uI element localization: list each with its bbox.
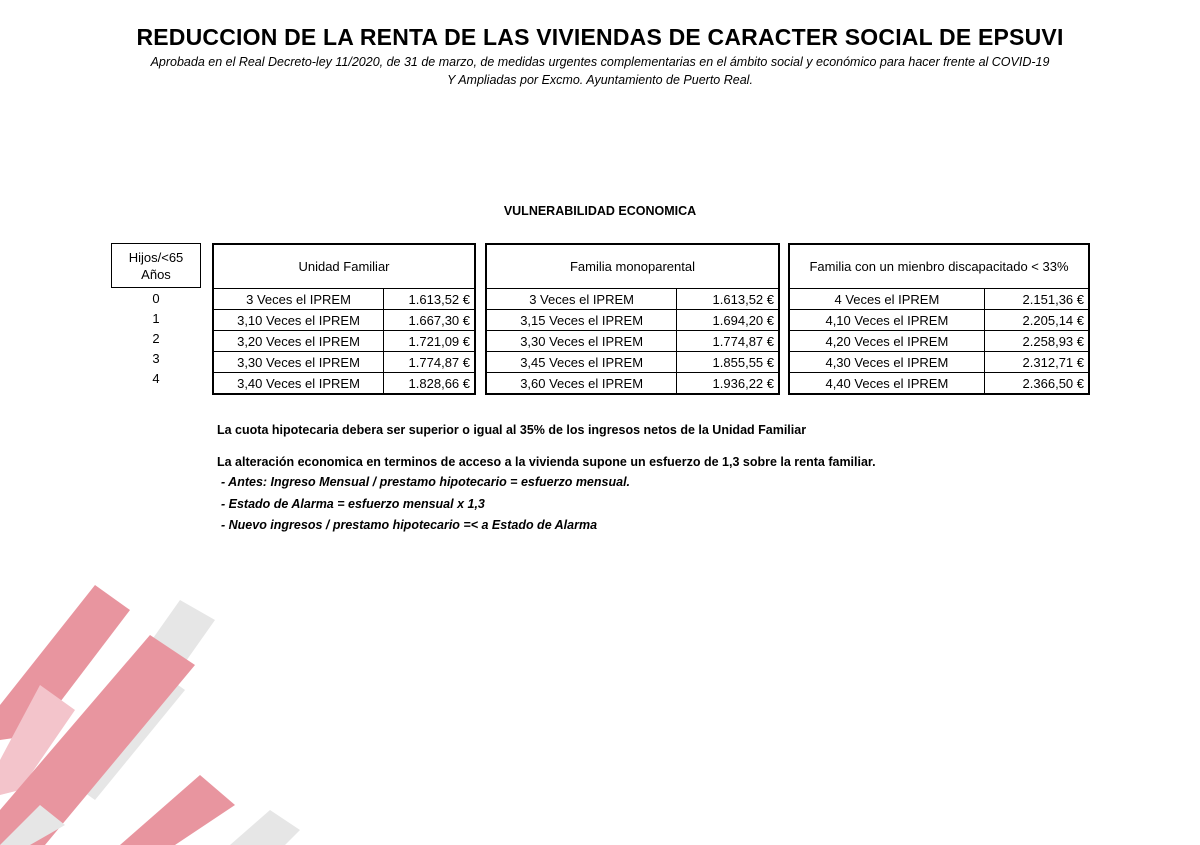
amount-value: 2.151,36 € (984, 289, 1089, 310)
table-familia-monoparental (485, 243, 780, 395)
table-familia-discapacitado (788, 243, 1090, 395)
amount-value: 2.366,50 € (984, 373, 1089, 395)
note-bullet-nuevo-ingresos: - Nuevo ingresos / prestamo hipotecario =< a Estado de Alarma (221, 518, 598, 532)
table-row (789, 373, 1089, 395)
iprem-label: 3,60 Veces el IPREM (486, 373, 677, 395)
iprem-label: 3,45 Veces el IPREM (486, 352, 677, 373)
hijos-header (112, 244, 201, 288)
stripe-grey-bottom (230, 810, 300, 845)
amount-value: 2.258,93 € (984, 331, 1089, 352)
hijos-row: 4 (152, 370, 160, 386)
note-alteracion-economica: La alteración economica en terminos de acceso a la vivienda supone un esfuerzo de 1,3 sobre la renta familiar. (217, 455, 876, 469)
iprem-label: 3,10 Veces el IPREM (213, 310, 384, 331)
table-unidad-familiar (212, 243, 476, 395)
table-row (789, 331, 1089, 352)
note-cuota-hipotecaria: La cuota hipotecaria debera ser superior o igual al 35% de los ingresos netos de la Unidad Familiar (217, 423, 807, 437)
amount-value: 1.613,52 € (677, 289, 779, 310)
iprem-label: 3,30 Veces el IPREM (486, 331, 677, 352)
amount-value: 1.855,55 € (677, 352, 779, 373)
table-row (213, 373, 475, 395)
stripe-red-bottom (120, 775, 235, 845)
subtitle-ayuntamiento: Y Ampliadas por Excmo. Ayuntamiento de Puerto Real. (447, 73, 753, 87)
iprem-label: 3,20 Veces el IPREM (213, 331, 384, 352)
table-row (486, 331, 779, 352)
iprem-label: 4,30 Veces el IPREM (789, 352, 984, 373)
amount-value: 1.613,52 € (384, 289, 475, 310)
iprem-label: 3,30 Veces el IPREM (213, 352, 384, 373)
amount-value: 1.774,87 € (677, 331, 779, 352)
hijos-row: 1 (152, 310, 160, 326)
table-row (789, 289, 1089, 310)
note-bullet-antes: - Antes: Ingreso Mensual / prestamo hipotecario = esfuerzo mensual. (221, 475, 631, 489)
table-header: Unidad Familiar (213, 244, 475, 289)
amount-value: 1.694,20 € (677, 310, 779, 331)
subtitle-decree: Aprobada en el Real Decreto-ley 11/2020, de 31 de marzo, de medidas urgentes complementarias en el ámbito social y económico para hacer frente al COVID-19 (150, 55, 1050, 69)
note-bullet-estado-alarma: - Estado de Alarma = esfuerzo mensual x 1,3 (221, 497, 485, 511)
table-row (213, 352, 475, 373)
iprem-label: 4,20 Veces el IPREM (789, 331, 984, 352)
decorative-stripes-graphic (0, 575, 320, 845)
table-row (486, 289, 779, 310)
iprem-label: 4,40 Veces el IPREM (789, 373, 984, 395)
amount-value: 2.312,71 € (984, 352, 1089, 373)
document-title: REDUCCION DE LA RENTA DE LAS VIVIENDAS DE CARACTER SOCIAL DE EPSUVI (136, 24, 1064, 50)
hijos-header-line2: Años (141, 266, 171, 282)
iprem-label: 4 Veces el IPREM (789, 289, 984, 310)
table-row (486, 310, 779, 331)
table-row (213, 289, 475, 310)
table-header: Familia monoparental (486, 244, 779, 289)
table-header: Familia con un mienbro discapacitado < 33% (789, 244, 1089, 289)
amount-value: 1.774,87 € (384, 352, 475, 373)
hijos-column (111, 243, 201, 388)
amount-value: 1.828,66 € (384, 373, 475, 395)
amount-value: 1.936,22 € (677, 373, 779, 395)
table-row (213, 310, 475, 331)
table-row (789, 310, 1089, 331)
iprem-label: 3 Veces el IPREM (486, 289, 677, 310)
hijos-header-line1: Hijos/<65 (128, 249, 184, 265)
table-row (213, 331, 475, 352)
table-row (486, 352, 779, 373)
amount-value: 1.721,09 € (384, 331, 475, 352)
table-row (486, 373, 779, 395)
section-title: VULNERABILIDAD ECONOMICA (503, 204, 697, 218)
hijos-row: 0 (152, 290, 160, 306)
hijos-row: 2 (152, 330, 160, 346)
amount-value: 2.205,14 € (984, 310, 1089, 331)
iprem-label: 3,15 Veces el IPREM (486, 310, 677, 331)
table-row (789, 352, 1089, 373)
hijos-row: 3 (152, 350, 160, 366)
iprem-label: 3,40 Veces el IPREM (213, 373, 384, 395)
iprem-label: 4,10 Veces el IPREM (789, 310, 984, 331)
iprem-label: 3 Veces el IPREM (213, 289, 384, 310)
amount-value: 1.667,30 € (384, 310, 475, 331)
